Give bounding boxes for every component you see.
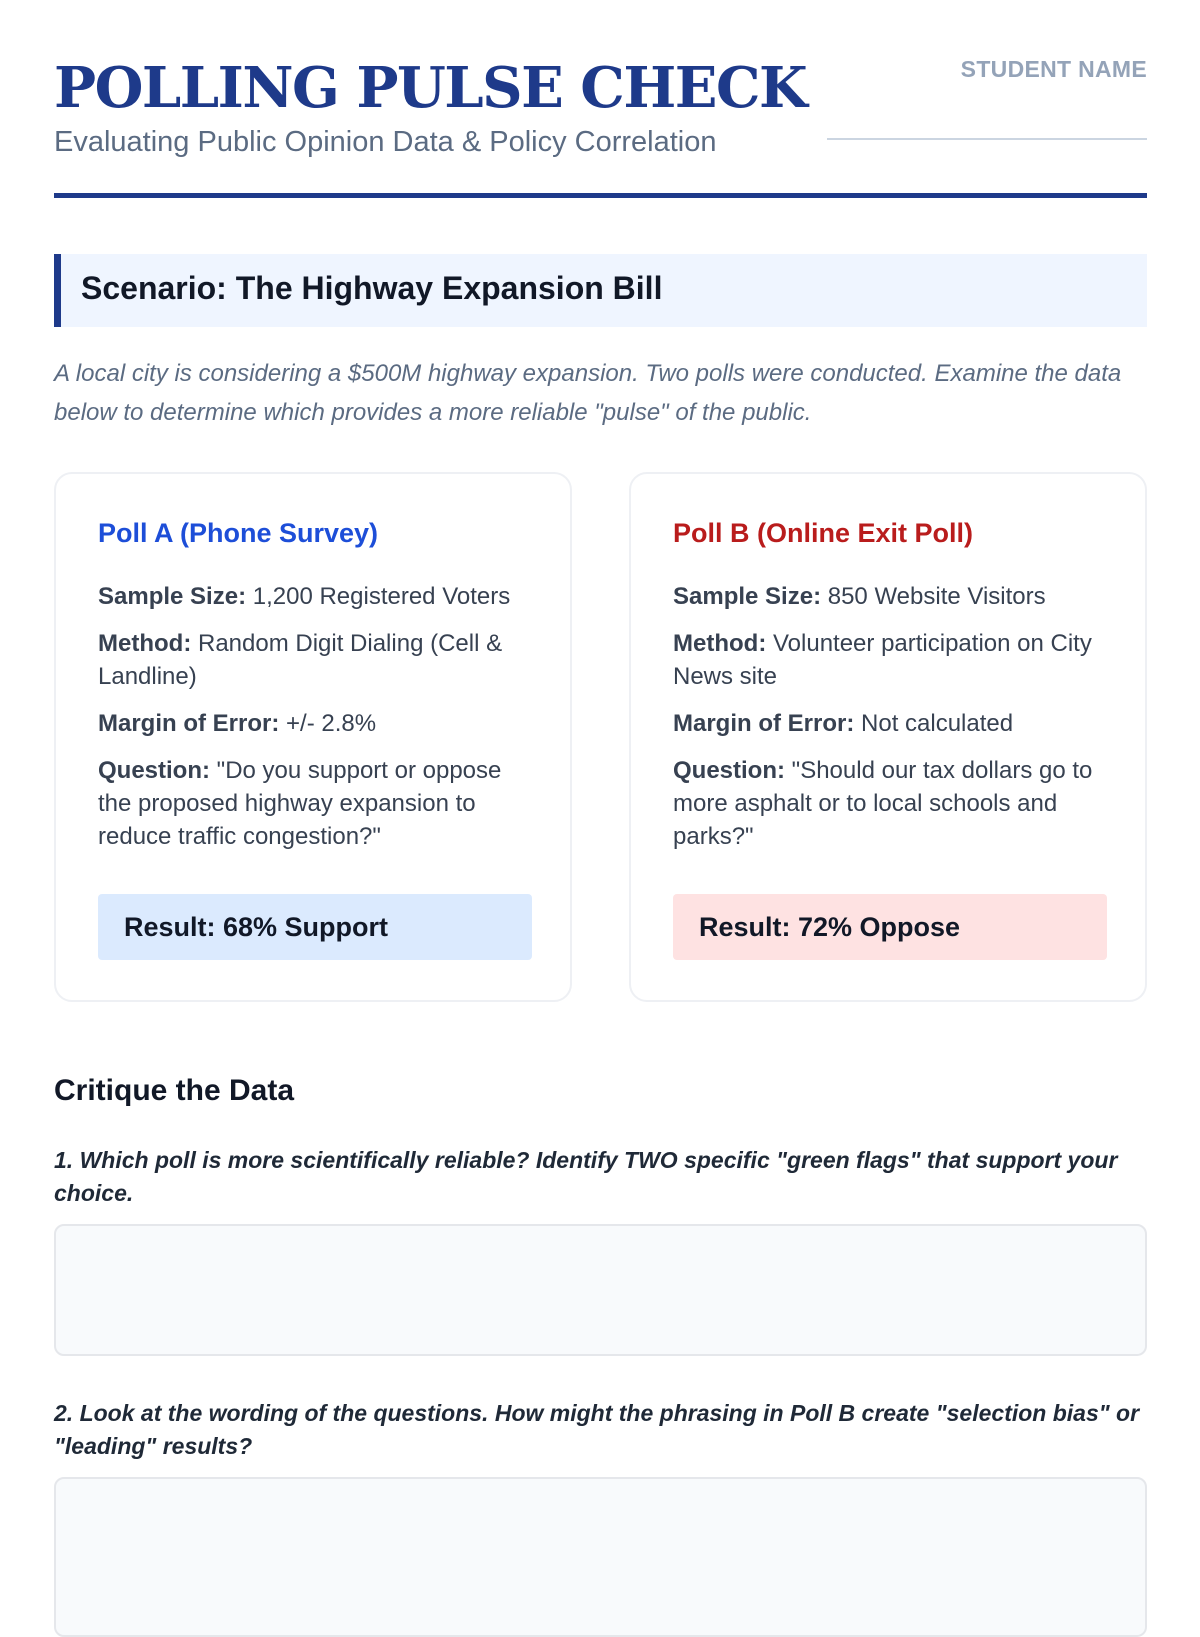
poll-fact-margin-of-error (673, 707, 1113, 740)
scenario-banner (54, 254, 1147, 327)
worksheet-page (54, 0, 1147, 1459)
header-divider (54, 193, 1147, 198)
page-title: POLLING PULSE CHECK (54, 55, 807, 121)
poll-card-b (629, 472, 1147, 1002)
poll-title: Poll A (Phone Survey) (98, 518, 379, 548)
poll-result-badge: Result: 72% Oppose (673, 894, 1107, 960)
fact-value: "Should our tax dollars go to more asphalt or to local schools and parks?" (673, 757, 1093, 850)
fact-label: Sample Size: (98, 583, 247, 610)
fact-label: Sample Size: (673, 583, 822, 610)
question-2-answer-field[interactable] (54, 1477, 1147, 1637)
fact-value: Random Digit Dialing (Cell & Landline) (98, 630, 503, 690)
question-1-answer-field[interactable] (54, 1224, 1147, 1356)
fact-label: Margin of Error: (673, 710, 855, 737)
poll-fact-margin-of-error (98, 707, 538, 740)
poll-result-badge: Result: 68% Support (98, 894, 532, 960)
fact-value: 850 Website Visitors (827, 583, 1046, 610)
poll-fact-sample-size (98, 580, 538, 613)
scenario-title: Scenario: The Highway Expansion Bill (81, 270, 663, 306)
fact-label: Question: (98, 757, 210, 784)
scenario-description: A local city is considering a $500M highway expansion. Two polls were conducted. Examine the data below to determine which provides a more reliable "pulse" of the public. (54, 360, 1122, 426)
critique-title: Critique the Data (54, 1074, 295, 1107)
poll-facts-list (673, 580, 1113, 867)
student-name-field[interactable] (827, 138, 1147, 140)
fact-value: Volunteer participation on City News site (673, 630, 1092, 690)
question-1-prompt: 1. Which poll is more scientifically reliable? Identify TWO specific "green flags" that support your choice. (54, 1147, 1118, 1206)
fact-label: Margin of Error: (98, 710, 280, 737)
fact-label: Question: (673, 757, 785, 784)
poll-fact-question (673, 754, 1113, 853)
fact-label: Method: (673, 630, 767, 657)
page-subtitle: Evaluating Public Opinion Data & Policy Correlation (54, 126, 717, 158)
poll-facts-list (98, 580, 538, 867)
student-name-label: STUDENT NAME (960, 56, 1147, 82)
fact-value: Not calculated (861, 710, 1014, 737)
poll-card-a (54, 472, 572, 1002)
fact-value: +/- 2.8% (286, 710, 377, 737)
poll-title: Poll B (Online Exit Poll) (673, 518, 974, 548)
fact-label: Method: (98, 630, 192, 657)
poll-fact-sample-size (673, 580, 1113, 613)
worksheet-header (54, 0, 1147, 200)
poll-fact-method (98, 627, 538, 693)
poll-fact-method (673, 627, 1113, 693)
fact-value: "Do you support or oppose the proposed highway expansion to reduce traffic congestion?" (98, 757, 502, 850)
fact-value: 1,200 Registered Voters (252, 583, 511, 610)
poll-fact-question (98, 754, 538, 853)
question-2-prompt: 2. Look at the wording of the questions. How might the phrasing in Poll B create "selection bias" or "leading" results? (54, 1400, 1140, 1459)
